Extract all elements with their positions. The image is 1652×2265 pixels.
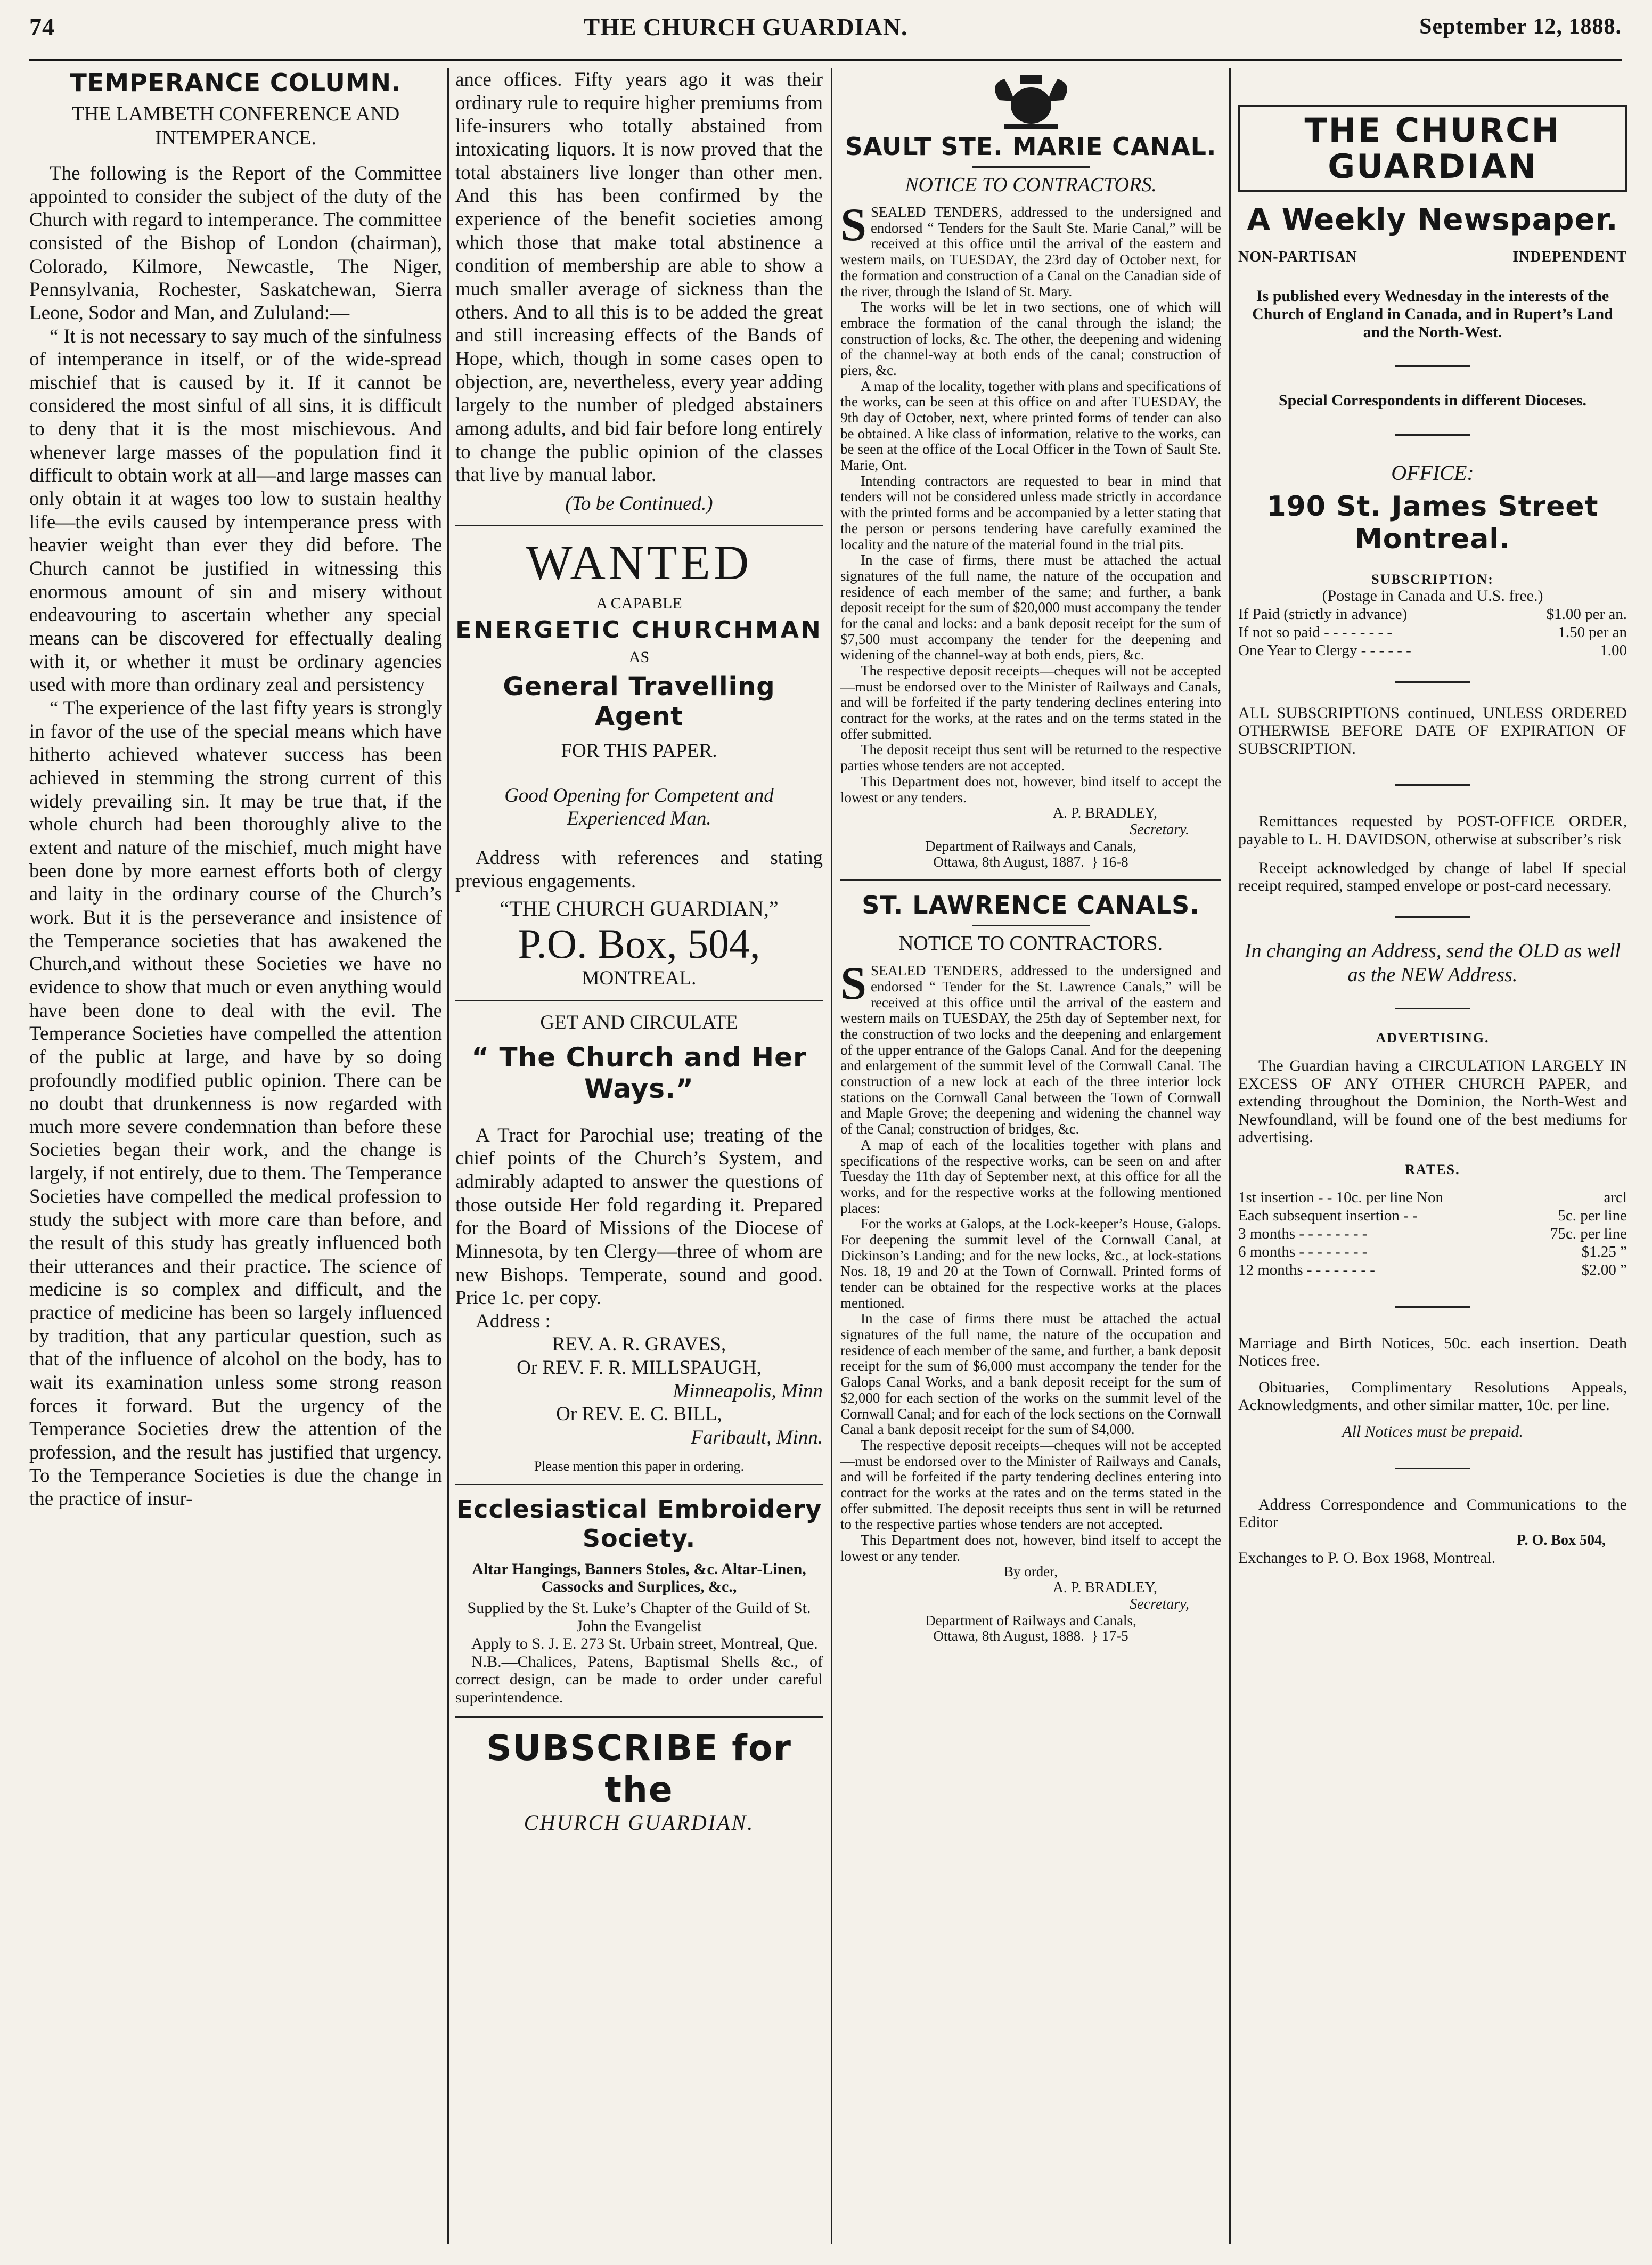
wanted-address: Address with references and stating previous engagements. (455, 846, 823, 892)
sault-notice-body (840, 199, 1221, 870)
heading-rule (972, 166, 1090, 168)
change-address-note: In changing an Address, send the OLD as well as the NEW Address. (1244, 939, 1621, 986)
sault-sign-name: A. P. BRADLEY, (1052, 805, 1157, 822)
dropcap-s: S (840, 199, 866, 251)
article-paragraph: The following is the Report of the Committee appointed to consider the subject of the duty of the Church with regard to intemperance. The committee consisted of the Bishop of London (chairman), Colorado, Kilmore, Newcastle, The Niger, Pennsylvania, Rochester, Saskatchewan, Sierra Leone, Sodor and Man, and Zululand:— (29, 162, 442, 324)
embroidery-advert (455, 1495, 823, 1706)
wanted-city: MONTREAL. (582, 967, 697, 990)
tract-address-1: REV. A. R. GRAVES, (552, 1333, 726, 1356)
masthead-title: THE CHURCH GUARDIAN. (583, 13, 908, 40)
guardian-title-box (1238, 105, 1627, 192)
coat-of-arms-emblem (840, 68, 1221, 132)
postage-note: (Postage in Canada and U.S. free.) (1322, 587, 1543, 605)
embroidery-items: Altar Hangings, Banners Stoles, &c. Altar-Linen, Cassocks and Surplices, &c., (472, 1560, 806, 1596)
temperance-heading: TEMPERANCE COLUMN. (70, 68, 402, 97)
notice-paragraph (840, 958, 1221, 1137)
lambeth-subheading: THE LAMBETH CONFERENCE AND INTEMPERANCE. (71, 103, 400, 150)
article-paragraph: “ The experience of the last fifty years is strongly in favor of the use of the special means which have hitherto achieved whatever success has been achieved in stemming the strong current of this widely prevailing sin. It may be true that, if the whole church had been thoroughly alive to the extent and nature of the mischief, much might have been done by more earnest efforts both of clergy and laity in the ordinary course of the Church’s work. But it is the perseverance and insistence of the Temperance societies that has awakened the Church,and without these Societies we have no evidence to show that much or even anything would have been done to deal with the evil. The Temperance Societies have compelled the attention of the public at large, and have by so doing profoundly modified public opinion. There can be no doubt that drunkenness is now regarded with much more severe condemnation than before these Societies began their work, and the change is largely, if not entirely, due to them. The Temperance Societies have compelled the medical profession to study the subject with more care than before, and the result of this study has greatly influenced both their utterances and their practice. The science of medicine is so complex and difficult, and the practice of medicine has been so largely influenced by tradition, that any particular question, such as that of the influence of alcohol on the body, has to wait its examination unless some strong reason forces it forward. But the urgency of the Temperance Societies drew the attention of the profession, and the result has justified that urgency. To the Temperance Societies is due the change in the practice of insur- (29, 697, 442, 1510)
guardian-title: THE CHURCH GUARDIAN (1304, 111, 1561, 186)
wanted-po-box: P.O. Box, 504, (518, 920, 760, 967)
rate-label: 12 months - - - - - - - - (1238, 1261, 1375, 1279)
embroidery-supplied: Supplied by the St. Luke’s Chapter of the Guild of St. John the Evangelist (467, 1599, 811, 1635)
rates-label: RATES. (1405, 1161, 1460, 1177)
notice-text: SEALED TENDERS, addressed to the undersigned and endorsed “ Tender for the St. Lawrence Canals,” will be received at this office until the arrival of the eastern and western mails on TUESDAY, the 25th day of September next, for the construction of two locks and the deepening and enlargement of the upper entrance of the Galops Canal. And for the deepening and enlargement of the summit level of the Cornwall Canal. The construction of a new lock at each of the three interior lock stations on the Cornwall Canal between the Town of Cornwall and Maple Grove; the deepening and widening the channel way of the Canal; construction of bridges, &c. (840, 963, 1221, 1137)
sault-sign-date: Ottawa, 8th August, 1887. } 16-8 (933, 853, 1128, 870)
section-rule (840, 879, 1221, 881)
tract-mention: Please mention this paper in ordering. (534, 1458, 745, 1474)
ad-rate-row (1238, 1207, 1627, 1225)
crest-icon (983, 68, 1079, 132)
rate-label: 6 months - - - - - - - - (1238, 1243, 1368, 1261)
ad-rate-row (1238, 1243, 1627, 1261)
marriage-notices: Marriage and Birth Notices, 50c. each insertion. Death Notices free. (1238, 1334, 1627, 1370)
rate-label: 1st insertion - - 10c. per line Non (1238, 1188, 1443, 1206)
rate-value: 5c. per line (1558, 1207, 1627, 1224)
wanted-a-capable: A CAPABLE (596, 594, 682, 612)
column-temperance (29, 68, 442, 2244)
notice-paragraph: A map of the locality, together with plans and specifications of the works, can be seen at this office on and after TUESDAY, the 9th day of October, next, where printed forms of tender can also be obtained. A like class of information, relative to the works, can be seen at the office of the Local Officer in the Town of Sault Ste. Marie, Ont. (840, 378, 1221, 474)
ad-rate-row (1238, 1225, 1627, 1243)
notice-text: SEALED TENDERS, addressed to the undersigned and endorsed “ Tenders for the Sault Ste. Marie Canal,” will be received at this office until the arrival of the eastern and western mails, on TUESDAY, the 23rd day of October next, for the formation and construction of a Canal on the Canadian side of the river, through the Island of St. Mary. (840, 204, 1221, 299)
receipt-note: Receipt acknowledged by change of label If special receipt required, stamped envelope or post-card necessary. (1238, 859, 1627, 895)
subscribe-heading: SUBSCRIBE for the (486, 1727, 792, 1810)
notice-paragraph (840, 199, 1221, 299)
stlaw-notice-body (840, 958, 1221, 1644)
section-rule (1395, 434, 1470, 436)
non-partisan: NON-PARTISAN (1238, 249, 1357, 266)
wanted-agent: General Travelling Agent (503, 671, 775, 732)
rate-label: One Year to Clergy - - - - - - (1238, 642, 1411, 659)
rate-value: $1.25 ” (1581, 1243, 1627, 1261)
tract-address-2: Or REV. F. R. MILLSPAUGH, (517, 1357, 762, 1379)
section-rule (1395, 916, 1470, 918)
masthead-date: September 12, 1888. (1419, 14, 1622, 39)
section-rule (1395, 1008, 1470, 1009)
rate-value: $2.00 ” (1581, 1261, 1627, 1279)
notice-paragraph: Intending contractors are requested to bear in mind that tenders will not be considered unless made strictly in accordance with the printed forms and be accompanied by a letter stating that the person or persons tendering have carefully examined the locality and the nature of the material found in the trial pits. (840, 472, 1221, 552)
prepaid-note: All Notices must be prepaid. (1342, 1423, 1523, 1441)
rate-value: 1.00 (1600, 642, 1627, 659)
section-rule (455, 1000, 823, 1001)
wanted-opening: Good Opening for Competent and Experienced Man. (504, 784, 774, 830)
subscription-rate-row (1238, 641, 1627, 659)
tract-address-3: Or REV. E. C. BILL, (556, 1403, 722, 1425)
notice-paragraph: For the works at Galops, at the Lock-keeper’s House, Galops. For deepening the summit level of the Cornwall Canal, at Dickinson’s Landing; and for the new locks, &c., at lock-stations Nos. 18, 19 and 20 at the Town of Cornwall. Printed forms of tender can be obtained for the respective works at the places mentioned. (840, 1216, 1221, 1311)
tract-address-2-place: Minneapolis, Minn (673, 1380, 823, 1402)
special-correspondents: Special Correspondents in different Dioceses. (1278, 392, 1587, 410)
wanted-for-paper: FOR THIS PAPER. (561, 740, 717, 762)
sault-heading: SAULT STE. MARIE CANAL. (845, 132, 1217, 161)
embroidery-apply: Apply to S. J. E. 273 St. Urbain street, Montreal, Que. (471, 1635, 818, 1653)
section-rule (455, 1716, 823, 1718)
wanted-guardian: “THE CHURCH GUARDIAN,” (500, 897, 779, 921)
notice-paragraph: The respective deposit receipts—cheques will not be accepted—must be endorsed over to the Minister of Railways and Canals, and will be forfeited if the party tendering declines entering into contract for the works at the rates and on the terms stated in the offer submitted. The deposit receipts thus sent in will be returned to the respective parties whose tenders are not accepted. (840, 1437, 1221, 1533)
rate-label: 3 months - - - - - - - - (1238, 1225, 1368, 1243)
rate-label: Each subsequent insertion - - (1238, 1207, 1418, 1224)
sault-sign-title: Secretary. (1130, 821, 1189, 838)
section-rule (1395, 1306, 1470, 1308)
rate-value: arcl (1604, 1188, 1627, 1206)
notice-paragraph: A map of each of the localities together with plans and specifications of the respective works, can be seen on and after Tuesday the 11th day of September next, at this office for all the works, and for the respective works at the following mentioned places: (840, 1136, 1221, 1216)
masthead-rule (29, 59, 1622, 61)
rate-value: $1.00 per an. (1546, 605, 1627, 623)
stlaw-sign-dept: Department of Railways and Canals, (925, 1612, 1136, 1628)
advertising-note: The Guardian having a CIRCULATION LARGELY IN EXCESS OF ANY OTHER CHURCH PAPER, and extending throughout the Dominion, the North-West and Newfoundland, will be found one of the best mediums for advertising. (1238, 1057, 1627, 1146)
sign-date: Ottawa, 8th August, 1887. (933, 853, 1084, 870)
notice-paragraph: In the case of firms there must be attached the actual signatures of the full name, the nature of the occupation and residence of each member of the same, and further, a bank deposit receipt for the sum of $6,000 must accompany the tender for the Galops Canal Works, and a bank deposit receipt for the sum of $2,000 for each section of the works on the summit level of the Cornwall Canal; and for each of the lock sections on the Cornwall Canal a bank deposit receipt for the sum of $4,000. (840, 1310, 1221, 1438)
wanted-churchman: ENERGETIC CHURCHMAN (455, 616, 823, 644)
tract-body: A Tract for Parochial use; treating of the chief points of the Church’s System, and admirably adapted to answer the questions of those outside Her fold regarding it. Prepared for the Board of Missions of the Diocese of Minnesota, by ten Clergy—three of whom are new Bishops. Temperate, sound and good. Price 1c. per copy. (455, 1124, 823, 1309)
stlaw-heading: ST. LAWRENCE CANALS. (862, 891, 1200, 920)
ad-rate-row (1238, 1261, 1627, 1279)
independent: INDEPENDENT (1512, 249, 1627, 266)
column-divider (831, 68, 832, 2244)
tract-address-label: Address : (476, 1310, 551, 1332)
tract-advert (455, 1011, 823, 1474)
to-be-continued: (To be Continued.) (565, 492, 713, 515)
sign-code: 16-8 (1102, 853, 1128, 870)
notice-paragraph: In the case of firms, there must be attached the actual signatures of the full name, the nature of the occupation and residence of each member of the same; and further, a bank deposit receipt for the sum of $20,000 must accompany the tender for the canal and locks: and a bank deposit receipt for the sum of $7,500 must accompany the tender for the deepening and widening of the channel-way at both ends, piers, &c. (840, 552, 1221, 663)
correspondence-note: Address Correspondence and Communications to the Editor (1238, 1495, 1627, 1531)
rate-label: If Paid (strictly in advance) (1238, 605, 1408, 623)
subscribe-paper: CHURCH GUARDIAN. (524, 1811, 755, 1835)
section-rule (1395, 784, 1470, 786)
wanted-heading: WANTED (526, 535, 753, 590)
embroidery-title: Ecclesiastical Embroidery Society. (456, 1495, 822, 1553)
exchanges-note: Exchanges to P. O. Box 1968, Montreal. (1238, 1549, 1496, 1567)
page-number: 74 (29, 13, 55, 40)
tract-address-3-place: Faribault, Minn. (691, 1427, 823, 1449)
stlaw-by-order: By order, (1004, 1563, 1058, 1580)
subscription-rate-row (1238, 623, 1627, 641)
rate-label: If not so paid - - - - - - - - (1238, 624, 1393, 641)
stlaw-notice: NOTICE TO CONTRACTORS. (898, 932, 1163, 955)
advertising-label: ADVERTISING. (1376, 1030, 1490, 1046)
section-rule (455, 1484, 823, 1485)
column-notices (840, 68, 1221, 2244)
article-paragraph: “ It is not necessary to say much of the sinfulness of intemperance in itself, or of the wide-spread mischief that is caused by it. If it cannot be considered the most sinful of all sins, it is difficult to deny that it is the most mischievous. And whenever large masses of the population find it difficult to obtain work at all—and large masses can only obtain it at wages too low to sustain healthy life—the evils caused by intemperance press with heavier weight than ever they did before. The Church cannot be justified in witnessing this enormous amount of sin and misery without endeavouring to ascertain whether any special means can be discovered for effectually dealing with it, or whether it must be ordinary agencies used with more than ordinary zeal and persistency (29, 325, 442, 696)
tract-title: “ The Church and Her Ways.” (471, 1041, 807, 1104)
weekly-newspaper: A Weekly Newspaper. (1247, 202, 1618, 238)
article-continuation: ance offices. Fifty years ago it was their ordinary rule to require higher premiums from life-insurers who totally abstained from intoxicating liquors. It is now proved that the total abstainers live longer than other men. And this has been confirmed by the experience of the benefit societies among which those that make total abstinence a condition of membership are able to show a much smaller average of sickness than the others. And to all this is to be added the great and still increasing effects of the Bands of Hope, which, though in some cases open to objection, are, nevertheless, every year adding largely to the number of pledged abstainers among adults, and bid fair before long entirely to change the public opinion of the classes that live by manual labor. (455, 69, 823, 486)
notice-paragraph: This Department does not, however, bind itself to accept the lowest or any tenders. (840, 773, 1221, 805)
heading-rule (972, 925, 1090, 926)
dropcap-s: S (840, 958, 866, 1010)
published-note: Is published every Wednesday in the interests of the Church of England in Canada, and in Rupert’s Land and the North-West. (1252, 287, 1613, 341)
section-rule (1395, 681, 1470, 683)
rate-value: 1.50 per an (1558, 624, 1627, 641)
column-guardian-info (1238, 68, 1627, 2244)
office-address: 190 St. James Street Montreal. (1266, 491, 1599, 556)
notice-paragraph: The works will be let in two sections, one of which will embrace the formation of the canal through the island; the construction of locks, &c. The other, the deepening and widening of the channel-way at both ends of the canal; construction of piers, &c. (840, 299, 1221, 378)
stlaw-sign-name: A. P. BRADLEY, (1052, 1579, 1157, 1596)
stlaw-sign-date: Ottawa, 8th August, 1888. } 17-5 (933, 1628, 1128, 1644)
stlaw-sign-title: Secretary, (1130, 1595, 1189, 1612)
sault-sign-dept: Department of Railways and Canals, (925, 837, 1136, 854)
rate-value: 75c. per line (1550, 1225, 1627, 1243)
column-adverts (455, 68, 823, 2244)
tract-get-circulate: GET AND CIRCULATE (540, 1011, 738, 1033)
column-divider (447, 68, 449, 2244)
wanted-as: AS (628, 648, 650, 666)
office-label: OFFICE: (1391, 460, 1474, 485)
editor-po-box: P. O. Box 504, (1517, 1531, 1606, 1549)
wanted-advert (455, 536, 823, 990)
embroidery-nb: N.B.—Chalices, Patens, Baptismal Shells &c., of correct design, can be made to order under careful superintendence. (455, 1652, 823, 1707)
all-subscriptions-note: ALL SUBSCRIPTIONS continued, UNLESS ORDERED OTHERWISE BEFORE DATE OF EXPIRATION OF SUBSCRIPTION. (1238, 704, 1627, 757)
notice-paragraph: The deposit receipt thus sent will be returned to the respective parties whose tenders are not accepted. (840, 742, 1221, 774)
sign-code: 17-5 (1102, 1628, 1128, 1644)
sign-date: Ottawa, 8th August, 1888. (933, 1628, 1084, 1644)
section-rule (1395, 1468, 1470, 1469)
sault-notice: NOTICE TO CONTRACTORS. (905, 174, 1157, 197)
notice-paragraph: The respective deposit receipts—cheques will not be accepted—must be endorsed over to the Minister of Railways and Canals, and will be forfeited if the party tendering declines entering into contract for the works, at the rates and on the terms stated in the offer submitted. (840, 663, 1221, 742)
remittances-note: Remittances requested by POST-OFFICE ORDER, payable to L. H. DAVIDSON, otherwise at subscriber’s risk (1238, 812, 1627, 848)
ad-rate-row (1238, 1188, 1627, 1207)
obituaries-note: Obituaries, Complimentary Resolutions Appeals, Acknowledgments, and other similar matter, 10c. per line. (1238, 1378, 1627, 1414)
subscription-rate-row (1238, 605, 1627, 623)
section-rule (455, 525, 823, 526)
notice-paragraph: This Department does not, however, bind itself to accept the lowest or any tender. (840, 1532, 1221, 1564)
partisan-row (1238, 248, 1627, 266)
masthead (29, 0, 1622, 53)
section-rule (1395, 365, 1470, 367)
column-divider (1229, 68, 1231, 2244)
subscription-label: SUBSCRIPTION: (1371, 571, 1494, 587)
